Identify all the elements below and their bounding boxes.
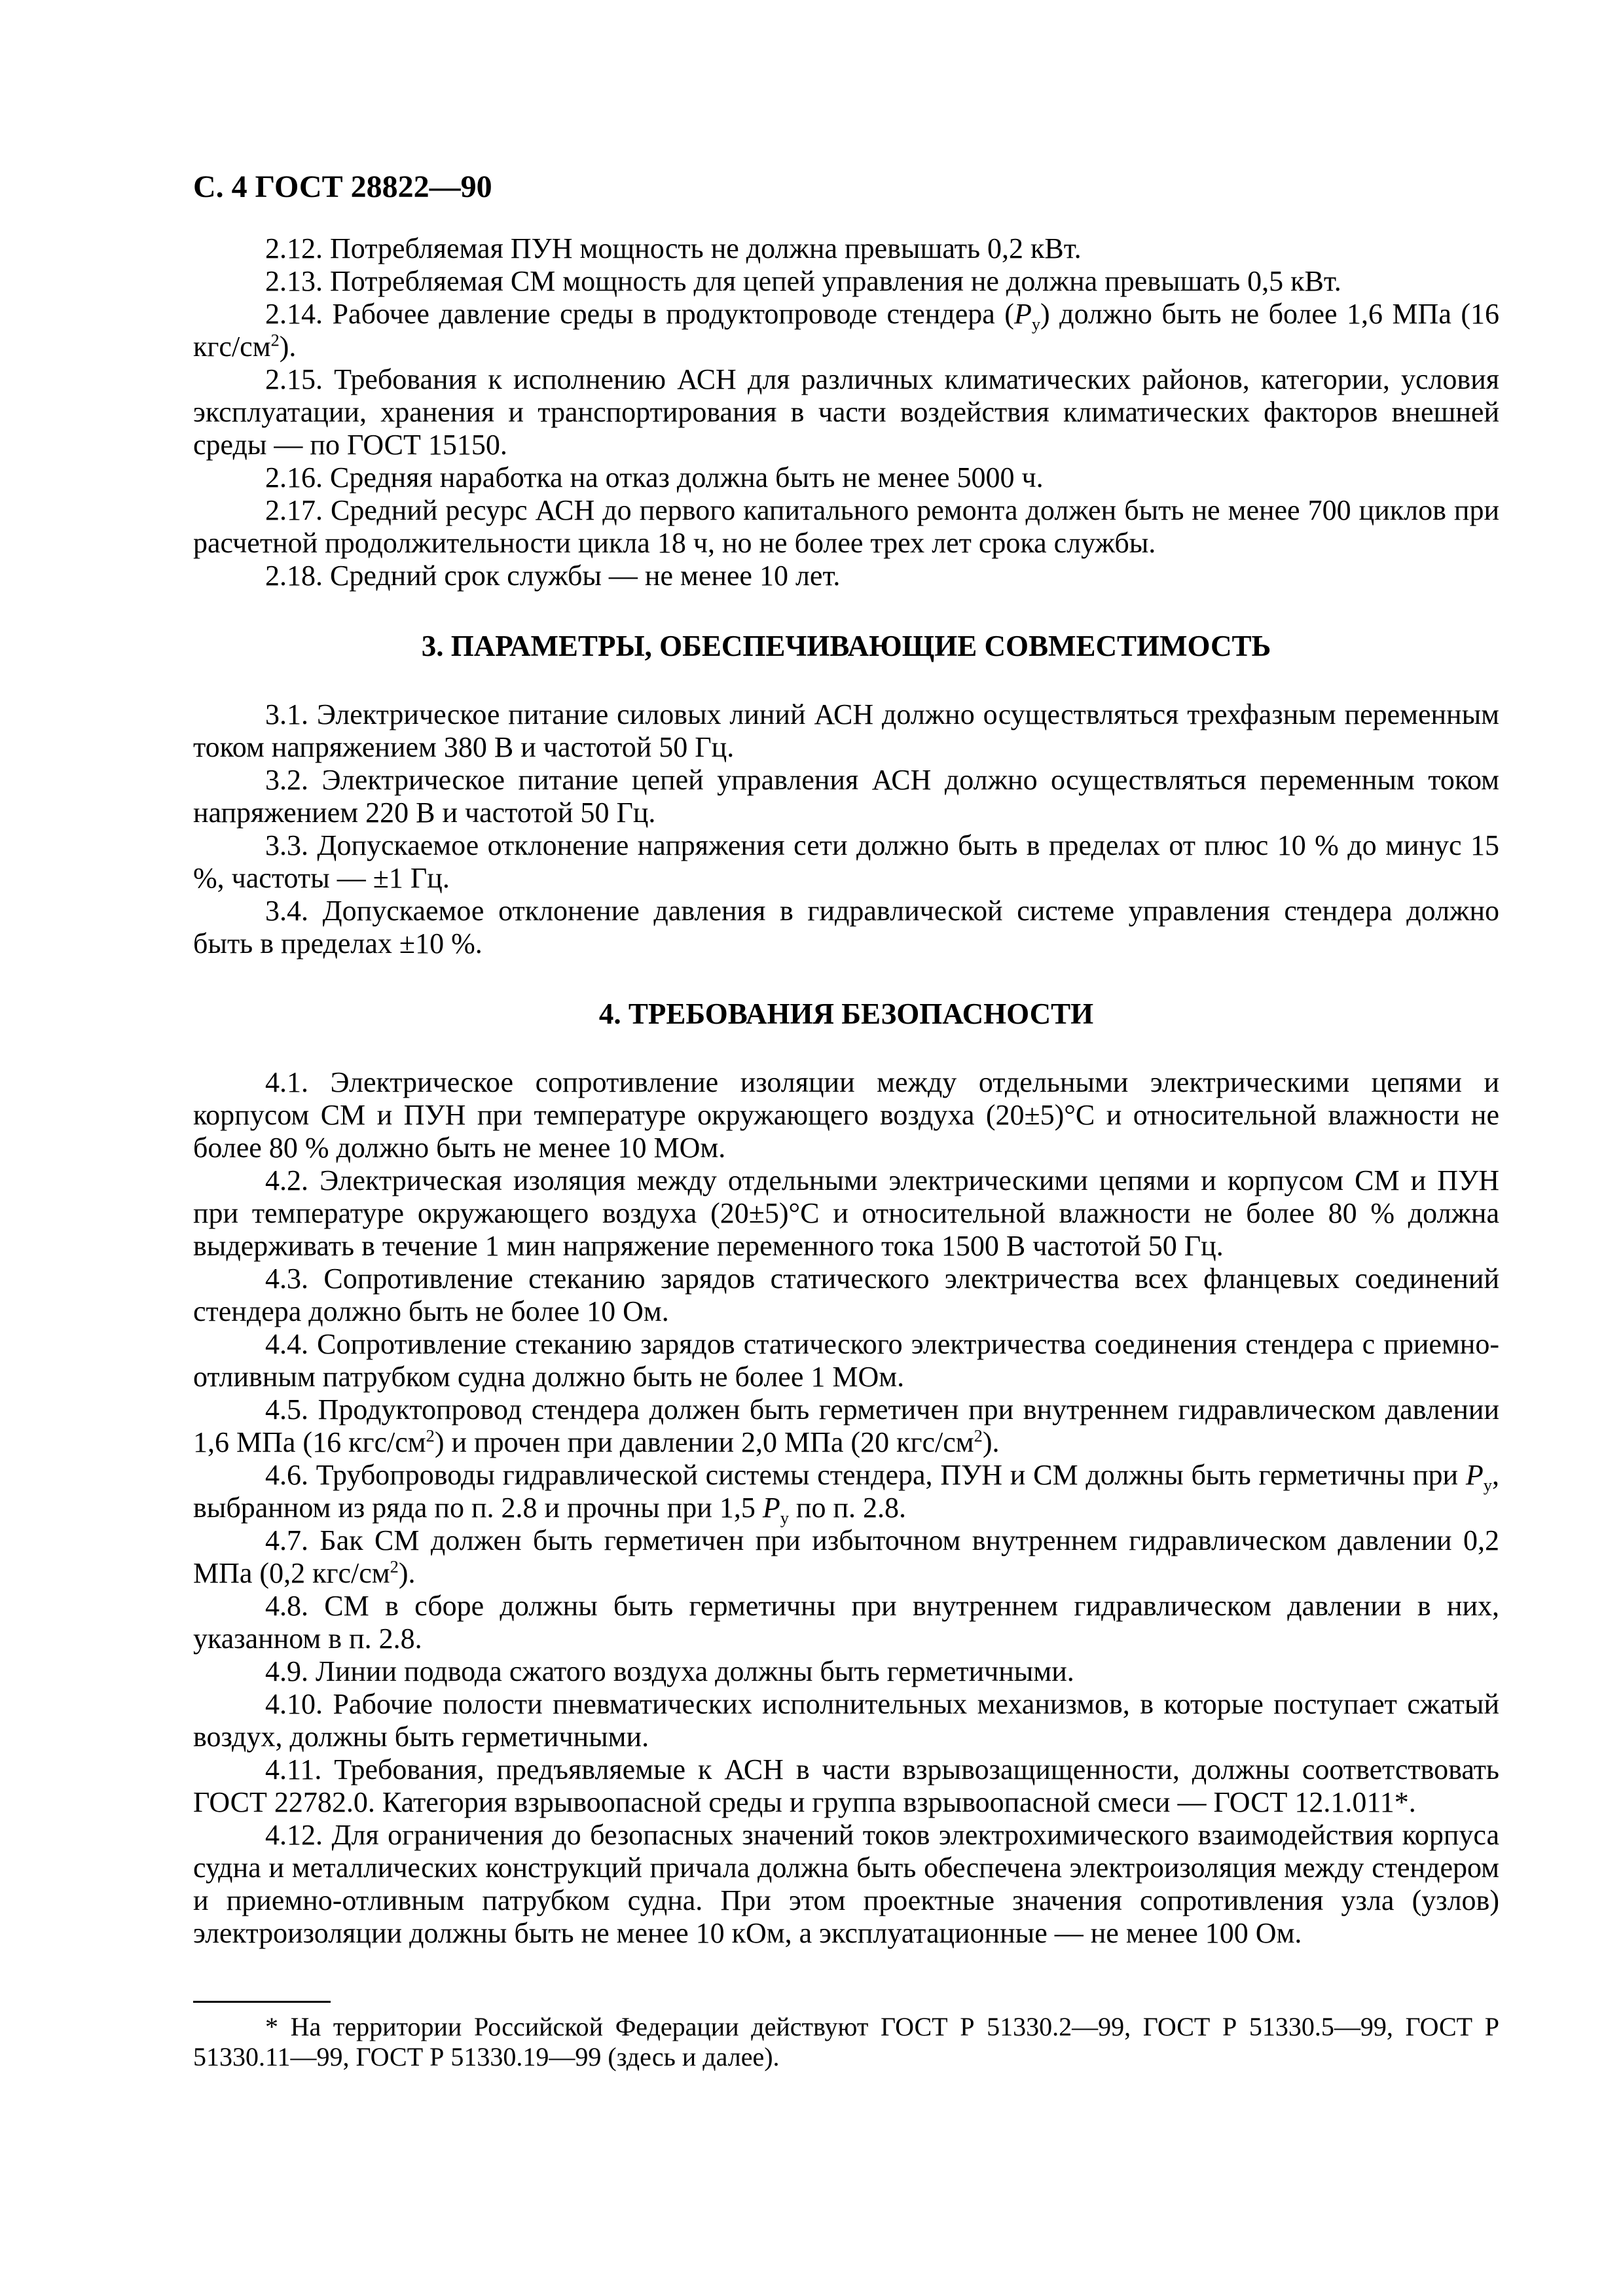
section-4-heading: 4. ТРЕБОВАНИЯ БЕЗОПАСНОСТИ [598, 997, 1094, 1030]
paragraph-3-1: 3.1. Электрическое питание силовых линий АСН должно осуществляться трехфазным переменным током напряжением 380 В и частотой 50 Гц. [193, 698, 1499, 763]
paragraph-4-10: 4.10. Рабочие полости пневматических исполнительных механизмов, в которые поступает сжатый воздух, должны быть герметичными. [193, 1688, 1499, 1753]
page-header: С. 4 ГОСТ 28822—90 [193, 170, 492, 204]
paragraph-3-3: 3.3. Допускаемое отклонение напряжения сети должно быть в пределах от плюс 10 % до минус 15 %, частоты — ±1 Гц. [193, 829, 1499, 894]
paragraph-4-12: 4.12. Для ограничения до безопасных значений токов электрохимического взаимодействия корпуса судна и металлических конструкций причала должна быть обеспечена электроизоляция между стендером и приемно-отливным патрубком судна. При этом проектные значения сопротивления узла (узлов) электроизоляции должны быть не менее 10 кОм, а эксплуатационные — не менее 100 Ом. [193, 1819, 1499, 1949]
paragraph-4-6: 4.6. Трубопроводы гидравлической системы стендера, ПУН и СМ должны быть герметичны при $P_y$, выбранном из ряда по п. 2.8 и прочны при 1,5 $P_y$ по п. 2.8. [193, 1459, 1499, 1528]
paragraph-2-15: 2.15. Требования к исполнению АСН для различных климатических районов, категории, условия эксплуатации, хранения и транспортирования в части воздействия климатических факторов внешней среды — по ГОСТ 15150. [193, 363, 1499, 461]
footnote-divider [193, 2001, 331, 2003]
paragraph-4-9: 4.9. Линии подвода сжатого воздуха должны быть герметичными. [265, 1655, 1074, 1687]
paragraph-4-3: 4.3. Сопротивление стеканию зарядов статического электричества всех фланцевых соединений стендера должно быть не более 10 Ом. [193, 1263, 1499, 1327]
paragraph-4-7: 4.7. Бак СМ должен быть герметичен при избыточном внутреннем гидравлическом давлении 0,2 МПа (0,2 кгс/$см^2$). [193, 1524, 1499, 1589]
paragraph-2-18: 2.18. Средний срок службы — не менее 10 лет. [265, 560, 841, 592]
paragraph-2-13: 2.13. Потребляемая СМ мощность для цепей управления не должна превышать 0,5 кВт. [265, 265, 1341, 297]
document-body [193, 232, 1499, 2072]
paragraph-2-16: 2.16. Средняя наработка на отказ должна быть не менее 5000 ч. [265, 461, 1044, 493]
paragraph-2-12: 2.12. Потребляемая ПУН мощность не должна превышать 0,2 кВт. [265, 232, 1082, 264]
paragraph-3-4: 3.4. Допускаемое отклонение давления в гидравлической системе управления стендера должно быть в пределах ±10 %. [193, 895, 1499, 960]
section-3-heading: 3. ПАРАМЕТРЫ, ОБЕСПЕЧИВАЮЩИЕ СОВМЕСТИМОСТЬ [421, 630, 1271, 662]
paragraph-4-2: 4.2. Электрическая изоляция между отдельными электрическими цепями и корпусом СМ и ПУН при температуре окружающего воздуха (20±5)°С и относительной влажности не более 80 % должна выдерживать в течение 1 мин напряжение переменного тока 1500 В частотой 50 Гц. [193, 1164, 1499, 1262]
paragraph-4-4: 4.4. Сопротивление стеканию зарядов статического электричества соединения стендера с приемно-отливным патрубком судна должно быть не более 1 МОм. [193, 1328, 1499, 1393]
paragraph-2-14: 2.14. Рабочее давление среды в продуктопроводе стендера $(P_y)$ должно быть не более 1,6 МПа (16 кгс/$см^2$). [193, 298, 1500, 363]
footnote: * На территории Российской Федерации действуют ГОСТ Р 51330.2—99, ГОСТ Р 51330.5—99, ГОСТ Р 51330.11—99, ГОСТ Р 51330.19—99 (здесь и далее). [193, 2012, 1499, 2072]
paragraph-4-11: 4.11. Требования, предъявляемые к АСН в части взрывозащищенности, должны соответствовать ГОСТ 22782.0. Категория взрывоопасной среды и группа взрывоопасной смеси — ГОСТ 12.1.011*. [193, 1753, 1499, 1818]
paragraph-3-2: 3.2. Электрическое питание цепей управления АСН должно осуществляться переменным током напряжением 220 В и частотой 50 Гц. [193, 764, 1499, 829]
paragraph-4-8: 4.8. СМ в сборе должны быть герметичны при внутреннем гидравлическом давлении в них, указанном в п. 2.8. [193, 1590, 1499, 1655]
paragraph-2-17: 2.17. Средний ресурс АСН до первого капитального ремонта должен быть не менее 700 циклов при расчетной продолжительности цикла 18 ч, но не более трех лет срока службы. [193, 494, 1499, 559]
paragraph-4-1: 4.1. Электрическое сопротивление изоляции между отдельными электрическими цепями и корпусом СМ и ПУН при температуре окружающего воздуха (20±5)°С и относительной влажности не более 80 % должно быть не менее 10 МОм. [193, 1066, 1499, 1164]
paragraph-4-5: 4.5. Продуктопровод стендера должен быть герметичен при внутреннем гидравлическом давлении 1,6 МПа (16 кгс/$см^2$) и прочен при давлении 2,0 МПа (20 кгс/$см^2$). [193, 1393, 1499, 1458]
